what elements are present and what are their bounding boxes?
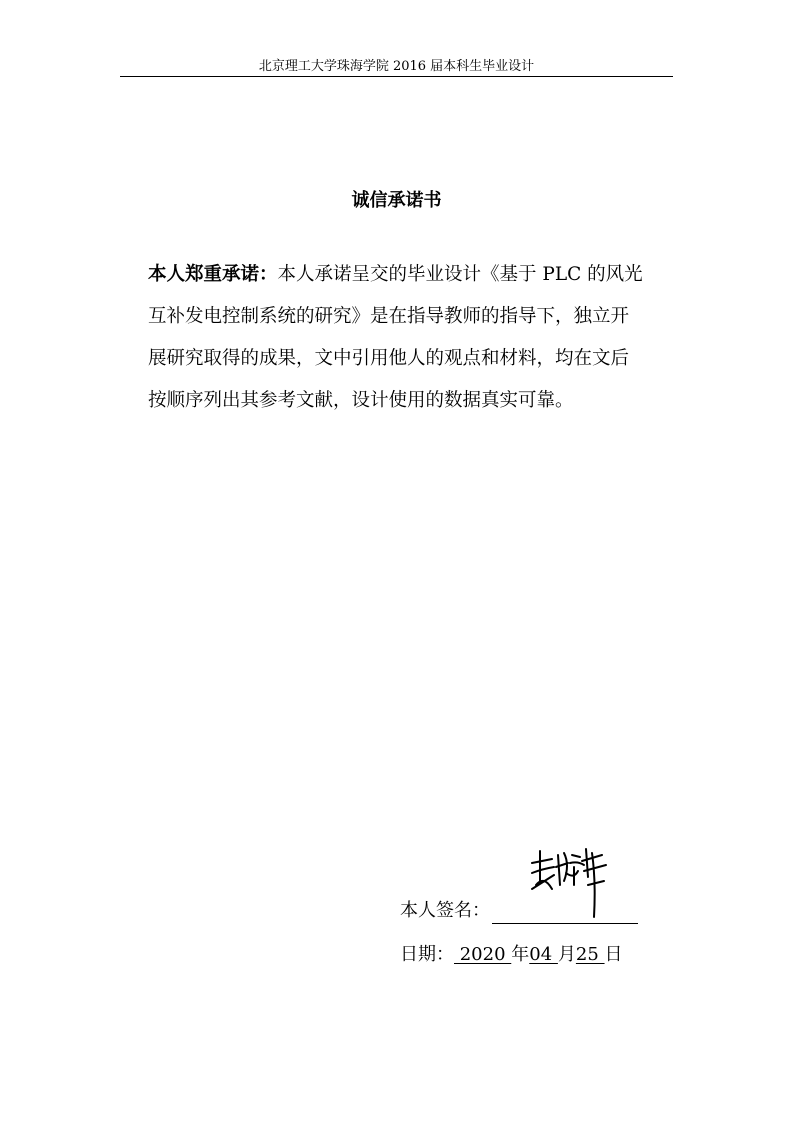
commitment-text: 本人承诺呈交的毕业设计《基于 PLC 的风光互补发电控制系统的研究》是在指导教师的指导下，独立开展研究取得的成果，文中引用他人的观点和材料，均在文后按顺序列出其参考文献，设计使用的数据真实可靠。	[148, 264, 643, 411]
page-header: 北京理工大学珠海学院 2016 届本科生毕业设计	[258, 59, 535, 74]
date-day: 25	[575, 944, 605, 965]
date-month: 04	[529, 944, 558, 965]
header-rule	[120, 76, 673, 77]
signature-label: 本人签名：	[400, 900, 490, 921]
page-title: 诚信承诺书	[351, 190, 442, 211]
date-year: 2020	[454, 944, 512, 965]
date-day-unit: 日	[604, 944, 623, 965]
date-month-unit: 月	[557, 944, 576, 965]
commitment-lead: 本人郑重承诺：	[148, 264, 278, 285]
commitment-paragraph	[148, 254, 646, 422]
date-year-unit: 年	[511, 944, 530, 965]
date-label: 日期：	[400, 944, 454, 965]
signature-row	[400, 898, 660, 924]
signature-line	[492, 903, 638, 924]
date-row	[400, 942, 660, 968]
